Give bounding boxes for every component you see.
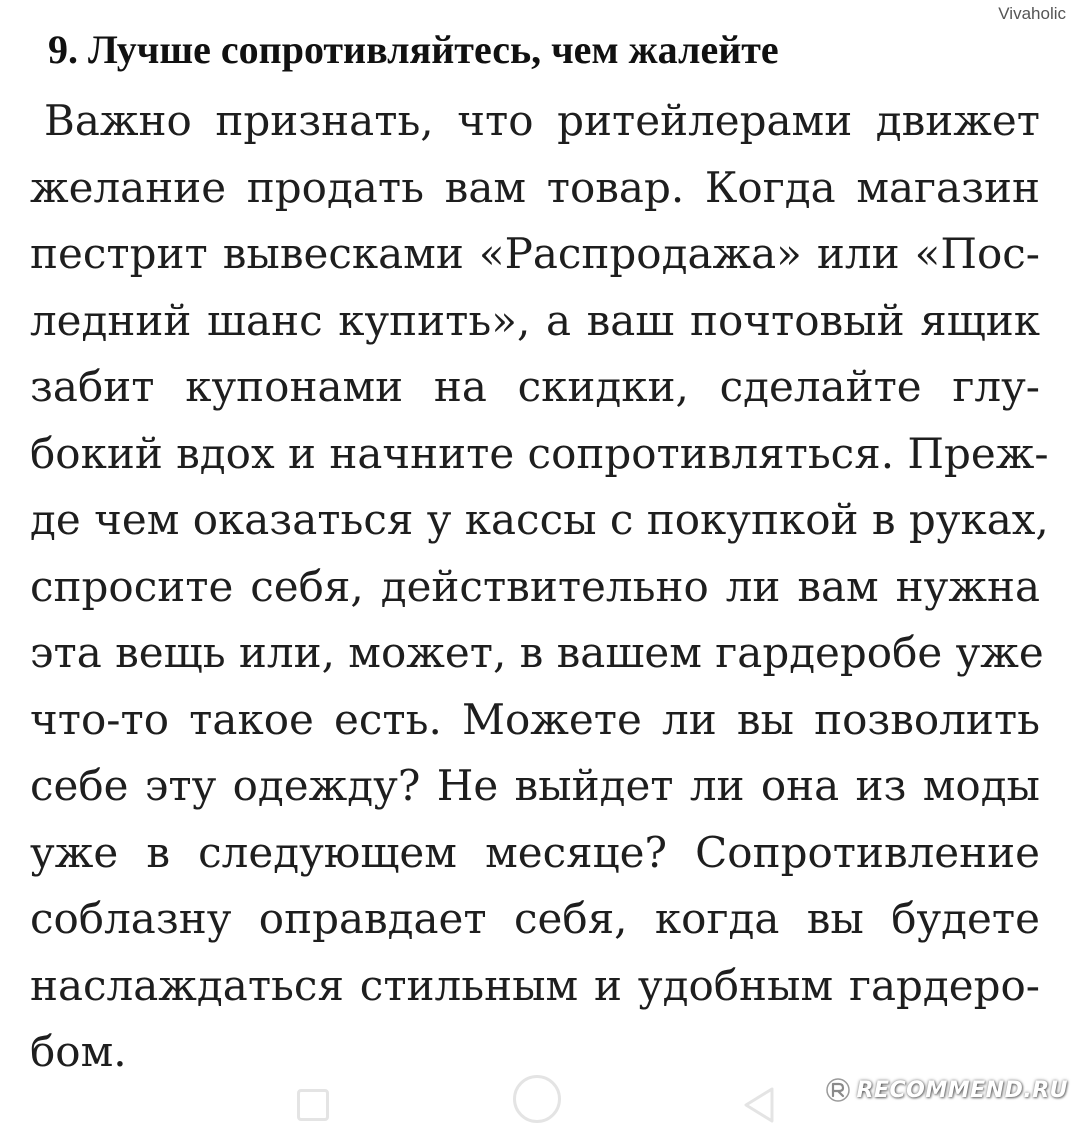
paragraph-line: Важно признать, что ритейлерами движет [44,96,1040,145]
article-paragraph [30,88,1049,1086]
paragraph-line: наслаждаться стильным и удобным гардеро- [30,960,1040,1010]
watermark-vivaholic: Vivaholic [998,4,1066,23]
paragraph-line: себе эту одежду? Не выйдет ли она из моды [30,761,1040,810]
paragraph-line: забит купонами на скидки, сделайте глу- [30,362,1040,411]
paragraph-line: желание продать вам товар. Когда магазин [30,162,1040,212]
section-heading: 9. Лучше сопротивляйтесь, чем жалейте [48,27,779,72]
paragraph-line: бом. [30,1027,127,1076]
back-icon[interactable] [740,1085,780,1125]
paragraph-line: соблазну оправдает себя, когда вы будете [30,894,1040,943]
paragraph-line: пестрит вывесками «Распродажа» или «Пос- [30,229,1040,278]
recent-apps-icon[interactable] [297,1089,329,1121]
paragraph-line: де чем оказаться у кассы с покупкой в руках, [30,495,1049,544]
home-icon[interactable] [513,1075,561,1123]
paragraph-line: уже в следующем месяце? Сопротивление [30,827,1040,877]
recommend-watermark-text: RECOMMEND.RU [856,1077,1068,1103]
paragraph-line: что-то такое есть. Можете ли вы позволить [30,694,1040,744]
recommend-watermark [825,1077,1068,1103]
paragraph-line: ледний шанс купить», а ваш почтовый ящик [30,295,1040,345]
recommend-logo-icon [825,1077,851,1103]
paragraph-line: бокий вдох и начните сопротивляться. Преж- [30,428,1049,478]
paragraph-line: эта вещь или, может, в вашем гардеробе уже [30,628,1044,677]
paragraph-line: спросите себя, действительно ли вам нужна [30,561,1040,611]
